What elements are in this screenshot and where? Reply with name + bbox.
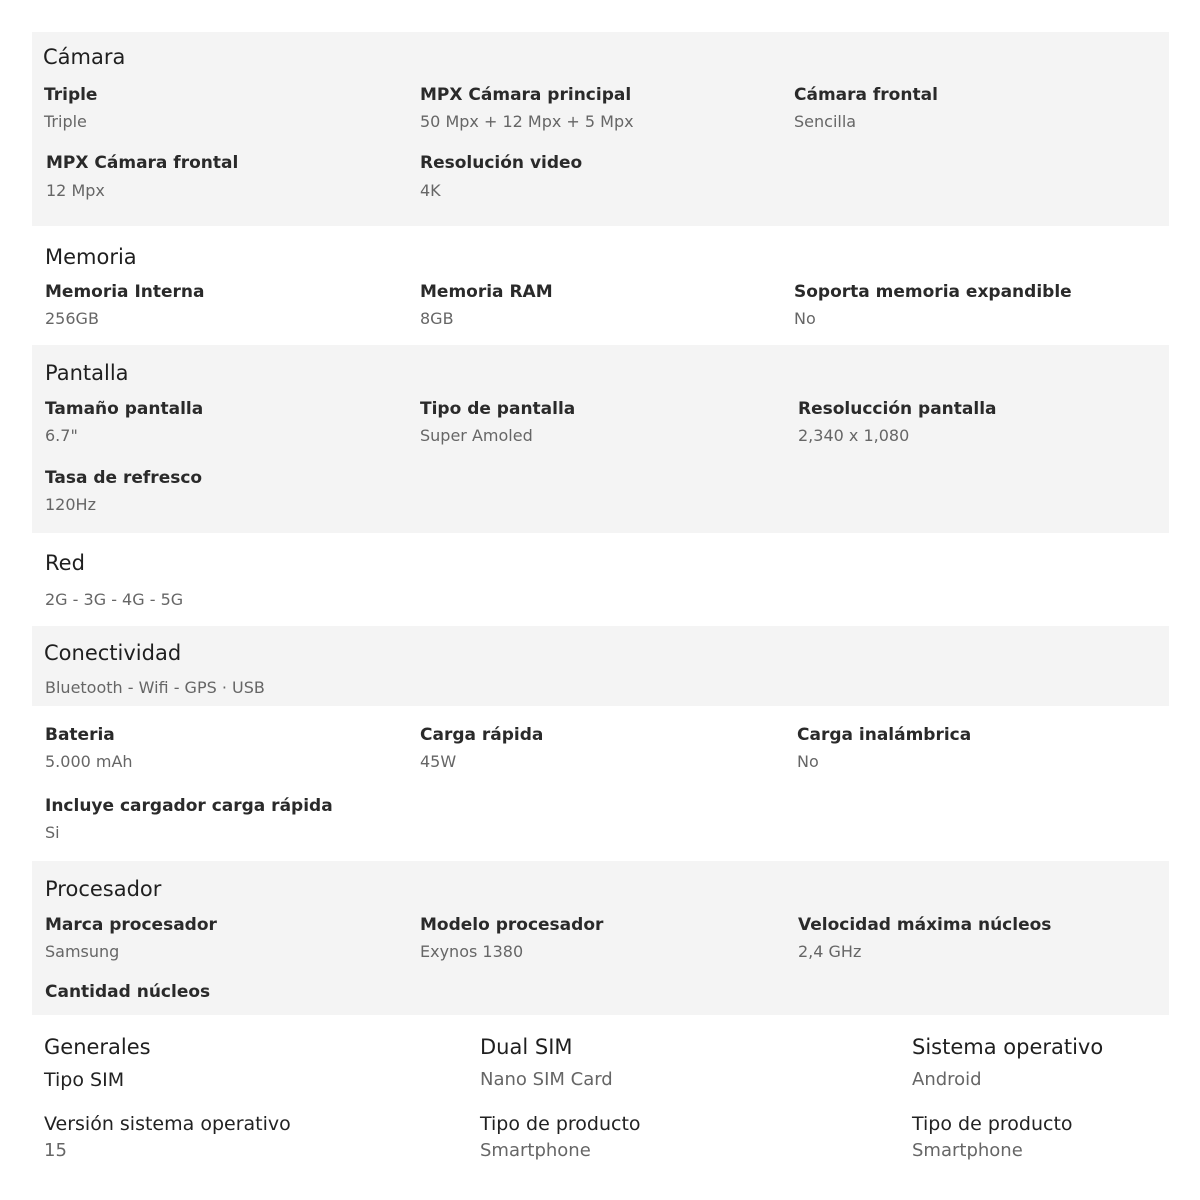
spec-label-version-so: Versión sistema operativo [44,1113,291,1135]
spec-value-memoria-expandible: No [794,309,816,328]
spec-value-carga-inalambrica: No [797,752,819,771]
spec-label-memoria-expandible: Soporta memoria expandible [794,282,1072,302]
spec-label-sistema-operativo: Sistema operativo [912,1035,1104,1059]
spec-value-camara-principal: 50 Mpx + 12 Mpx + 5 Mpx [420,112,634,131]
section-title-conectividad: Conectividad [44,641,182,665]
spec-label-bateria: Bateria [45,725,115,745]
spec-value-dual-sim: Nano SIM Card [480,1069,613,1090]
section-title-procesador: Procesador [45,877,162,901]
spec-value-marca-procesador: Samsung [45,942,120,961]
section-red [32,533,1169,626]
spec-value-mpx-frontal: 12 Mpx [46,181,105,200]
spec-label-velocidad-nucleos: Velocidad máxima núcleos [798,915,1052,935]
spec-value-velocidad-nucleos: 2,4 GHz [798,942,862,961]
spec-label-camara-principal: MPX Cámara principal [420,85,632,105]
spec-value-resolucion-video: 4K [420,181,441,200]
spec-label-marca-procesador: Marca procesador [45,915,217,935]
spec-value-carga-rapida: 45W [420,752,457,771]
spec-label-tamano-pantalla: Tamaño pantalla [45,399,204,419]
section-pantalla [32,345,1169,533]
spec-value-tipo-producto: Smartphone [480,1140,591,1161]
section-title-pantalla: Pantalla [45,361,129,385]
spec-value-resolucion-pantalla: 2,340 x 1,080 [798,426,910,445]
spec-label-tipo-pantalla: Tipo de pantalla [420,399,576,419]
spec-value-red: 2G - 3G - 4G - 5G [45,590,184,609]
spec-label-triple: Triple [44,85,98,105]
spec-value-sistema-operativo: Android [912,1069,982,1090]
spec-label-carga-rapida: Carga rápida [420,725,544,745]
spec-value-modelo-procesador: Exynos 1380 [420,942,524,961]
section-conectividad [32,626,1169,706]
section-memoria [32,226,1169,345]
spec-value-memoria-ram: 8GB [420,309,454,328]
spec-value-tamano-pantalla: 6.7" [45,426,78,445]
spec-label-tipo-producto: Tipo de producto [480,1113,641,1135]
spec-value-incluye-cargador: Si [45,823,60,842]
spec-label-modelo-procesador: Modelo procesador [420,915,604,935]
section-camara [32,32,1169,226]
spec-label-cantidad-nucleos: Cantidad núcleos [45,982,211,1002]
section-generales [32,1015,1169,1165]
section-bateria [32,706,1169,861]
section-procesador [32,861,1169,1015]
spec-value-tasa-refresco: 120Hz [45,495,96,514]
section-title-red: Red [45,551,85,575]
section-title-memoria: Memoria [45,245,137,269]
spec-value-camara-frontal: Sencilla [794,112,857,131]
spec-label-resolucion-video: Resolución video [420,153,583,173]
spec-label-resolucion-pantalla: Resolucción pantalla [798,399,997,419]
spec-label-mpx-frontal: MPX Cámara frontal [46,153,239,173]
spec-value-tipo-producto-2: Smartphone [912,1140,1023,1161]
spec-label-tipo-sim: Tipo SIM [44,1069,125,1091]
spec-label-carga-inalambrica: Carga inalámbrica [797,725,972,745]
spec-value-bateria: 5.000 mAh [45,752,133,771]
spec-value-tipo-pantalla: Super Amoled [420,426,533,445]
spec-label-memoria-interna: Memoria Interna [45,282,205,302]
spec-label-camara-frontal: Cámara frontal [794,85,938,105]
spec-label-tipo-producto-2: Tipo de producto [912,1113,1073,1135]
spec-value-version-so: 15 [44,1140,67,1161]
spec-value-conectividad: Bluetooth - Wifi - GPS · USB [45,678,265,697]
spec-value-triple: Triple [44,112,87,131]
section-title-generales: Generales [44,1035,151,1059]
spec-label-memoria-ram: Memoria RAM [420,282,553,302]
section-title-camara: Cámara [43,45,126,69]
spec-label-incluye-cargador: Incluye cargador carga rápida [45,796,333,816]
spec-value-memoria-interna: 256GB [45,309,99,328]
spec-label-tasa-refresco: Tasa de refresco [45,468,203,488]
spec-label-dual-sim: Dual SIM [480,1035,573,1059]
